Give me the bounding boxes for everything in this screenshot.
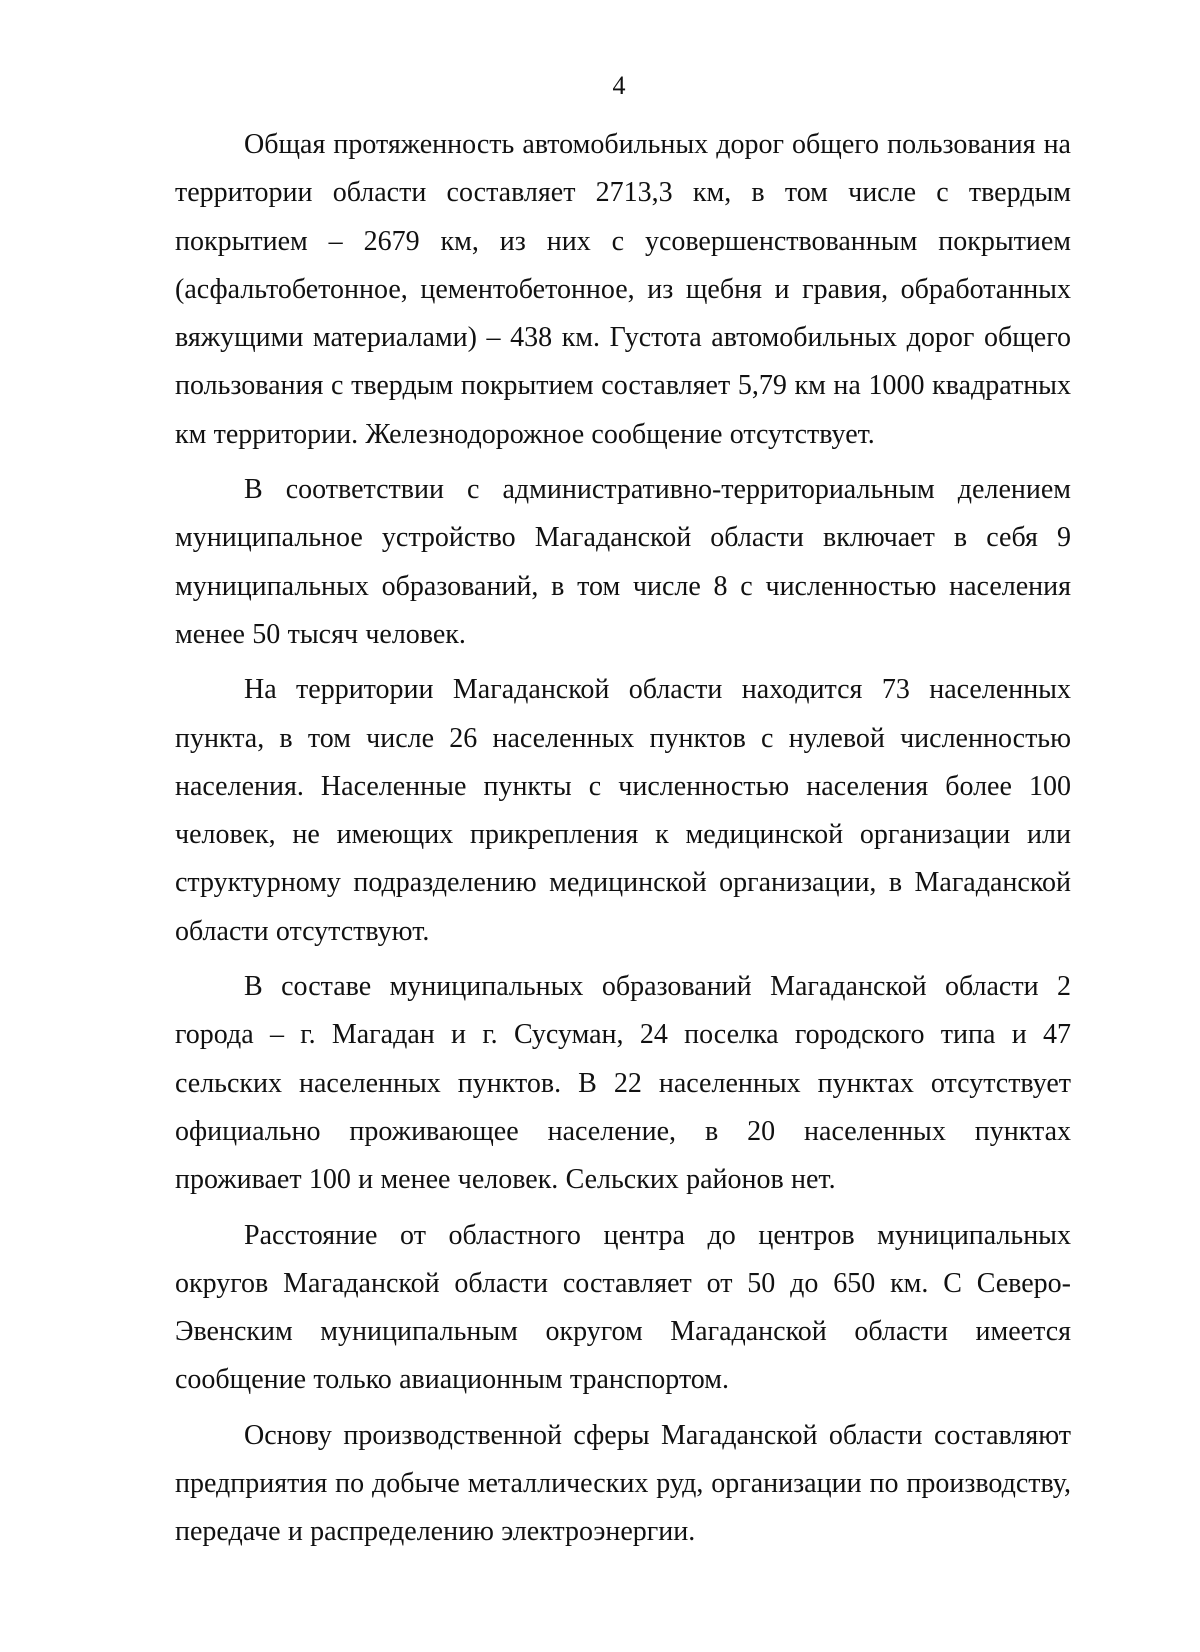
document-body <box>175 121 1071 1564</box>
page-number: 4 <box>612 71 626 100</box>
paragraph-roads: Общая протяженность автомобильных дорог общего пользования на территории области составляет 2713,3 км, в том числе с твердым покрытием – 2679 км, из них с усовершенствованным покрытием (асфальтобетонное, цементобетонное, из щебня и гравия, обработанных вяжущими материалами) – 438 км. Густота автомобильных дорог общего пользования с твердым покрытием составляет 5,79 км на 1000 квадратных км территории. Железнодорожное сообщение отсутствует. <box>175 129 1071 450</box>
paragraph-settlements: На территории Магаданской области находится 73 населенных пункта, в том числе 26 населенных пунктов с нулевой численностью населения. Населенные пункты с численностью населения более 100 человек, не имеющих прикрепления к медицинской организации или структурному подразделению медицинской организации, в Магаданской области отсутствуют. <box>175 674 1071 947</box>
paragraph-municipal-structure: В соответствии с административно-территориальным делением муниципальное устройство Магаданской области включает в себя 9 муниципальных образований, в том числе 8 с численностью населения менее 50 тысяч человек. <box>175 474 1071 650</box>
paragraph-municipal-composition: В составе муниципальных образований Магаданской области 2 города – г. Магадан и г. Сусуман, 24 поселка городского типа и 47 сельских населенных пунктов. В 22 населенных пунктах отсутствует официально проживающее население, в 20 населенных пунктах проживает 100 и менее человек. Сельских районов нет. <box>175 971 1071 1196</box>
paragraph-distances: Расстояние от областного центра до центров муниципальных округов Магаданской области составляет от 50 до 650 км. С Северо-Эвенским муниципальным округом Магаданской области имеется сообщение только авиационным транспортом. <box>175 1219 1071 1396</box>
paragraph-industry: Основу производственной сферы Магаданской области составляют предприятия по добыче металлических руд, организации по производству, передаче и распределению электроэнергии. <box>175 1419 1071 1548</box>
